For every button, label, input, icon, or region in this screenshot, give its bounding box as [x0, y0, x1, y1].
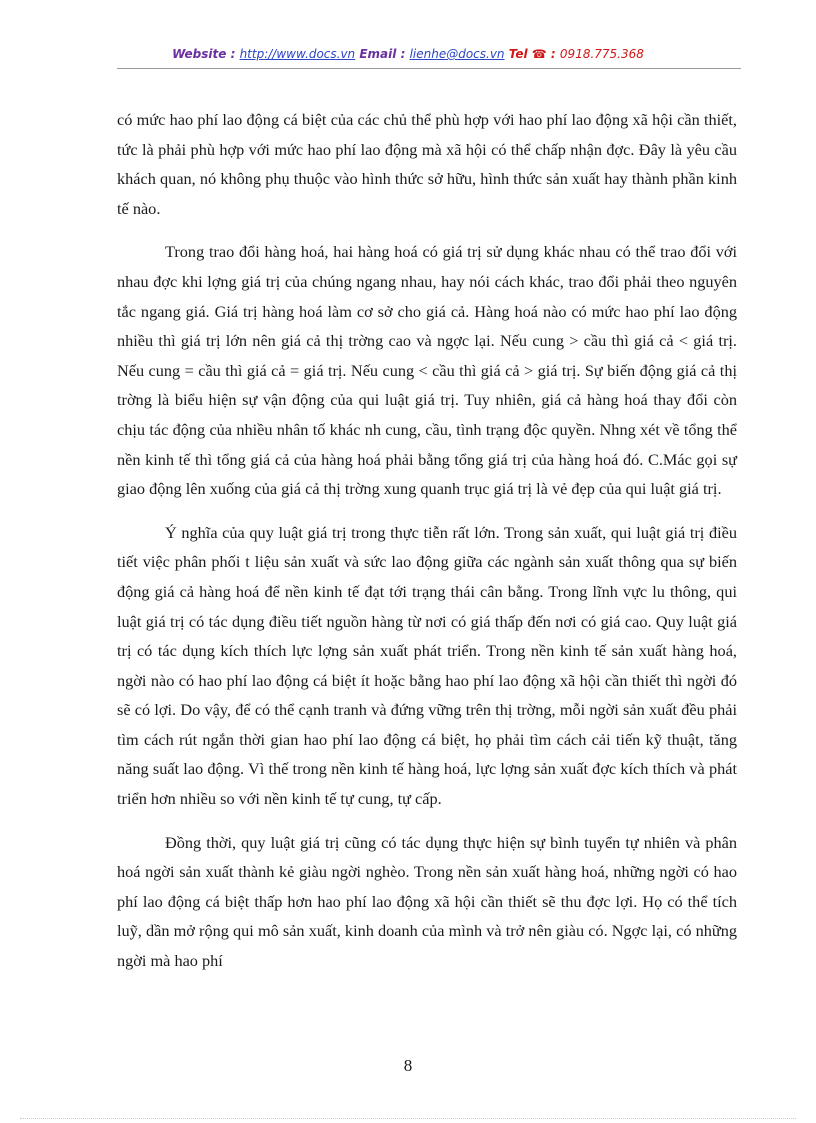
paragraph: Trong trao đổi hàng hoá, hai hàng hoá có giá trị sử dụng khác nhau có thể trao đổi với nhau đợc khi lợng giá trị của chúng ngang nhau, hay nói cách khác, trao đổi phải theo nguyên tắc ngang giá. Giá trị hàng hoá làm cơ sở cho giá cả. Hàng hoá nào có mức hao phí lao động nhiều thì giá trị lớn nên giá cả thị trờng cao và ngợc lại. Nếu cung > cầu thì giá cả < giá trị. Nếu cung = cầu thì giá cả = giá trị. Nếu cung < cầu thì giá cả > giá trị. Sự biến động giá cả thị trờng là biểu hiện sự vận động của qui luật giá trị. Tuy nhiên, giá cả hàng hoá thay đổi còn chịu tác động của nhiều nhân tố khác nh cung, cầu, tình trạng độc quyền. Nhng xét về tổng thể nền kinh tế thì tổng giá cả của hàng hoá phải bằng tổng giá trị của hàng hoá đó. C.Mác gọi sự giao động lên xuống của giá cả thị trờng xung quanh trục giá trị là vẻ đẹp của qui luật giá trị.	[117, 242, 737, 499]
page-header	[0, 47, 816, 61]
phone-number: 0918.775.368	[559, 47, 644, 61]
email-label: Email :	[359, 47, 406, 61]
tel-label: Tel ☎ :	[508, 47, 556, 61]
paragraph-continuation: có mức hao phí lao động cá biệt của các chủ thể phù hợp với hao phí lao động xã hội cần thiết, tức là phải phù hợp với mức hao phí lao động mà xã hội có thể chấp nhận đợc. Đây là yêu cầu khách quan, nó không phụ thuộc vào hình thức sở hữu, hình thức sản xuất hay thành phần kinh tế nào.	[117, 110, 737, 218]
paragraph: Đồng thời, quy luật giá trị cũng có tác dụng thực hiện sự bình tuyển tự nhiên và phân hoá ngời sản xuất thành kẻ giàu ngời nghèo. Trong nền sản xuất hàng hoá, những ngời có hao phí lao động cá biệt thấp hơn hao phí lao động xã hội cần thiết sẽ thu đợc lợi. Họ có thể tích luỹ, dần mở rộng qui mô sản xuất, kinh doanh của mình và trở nên giàu có. Ngợc lại, có những ngời mà hao phí	[117, 832, 737, 971]
paragraph: Ý nghĩa của quy luật giá trị trong thực tiễn rất lớn. Trong sản xuất, qui luật giá trị điều tiết việc phân phối t liệu sản xuất và sức lao động giữa các ngành sản xuất thông qua sự biến động giá cả hàng hoá để nền kinh tế đạt tới trạng thái cân bằng. Trong lĩnh vực lu thông, qui luật giá trị có tác dụng điều tiết nguồn hàng từ nơi có giá thấp đến nơi có giá cao. Quy luật giá trị có tác dụng kích thích lực lợng sản xuất phát triển. Trong nền kinh tế sản xuất hàng hoá, ngời nào có hao phí lao động cá biệt ít hoặc bằng hao phí lao động xã hội cần thiết thì ngời đó sẽ có lợi. Do vậy, để có thể cạnh tranh và đứng vững trên thị trờng, mỗi ngời sản xuất đều phải tìm cách rút ngắn thời gian hao phí lao động cá biệt, họ phải tìm cách cải tiến kỹ thuật, tăng năng suất lao động. Vì thế trong nền kinh tế hàng hoá, lực lợng sản xuất đợc kích thích và phát triển hơn nhiều so với nền kinh tế tự cung, tự cấp.	[117, 522, 737, 809]
footer-divider	[20, 1118, 796, 1119]
email-link[interactable]: lienhe@docs.vn	[409, 47, 505, 61]
document-body	[117, 105, 737, 990]
page-number: 8	[403, 1056, 413, 1075]
website-label: Website :	[172, 47, 236, 61]
header-divider	[117, 68, 741, 69]
website-link[interactable]: http://www.docs.vn	[239, 47, 356, 61]
